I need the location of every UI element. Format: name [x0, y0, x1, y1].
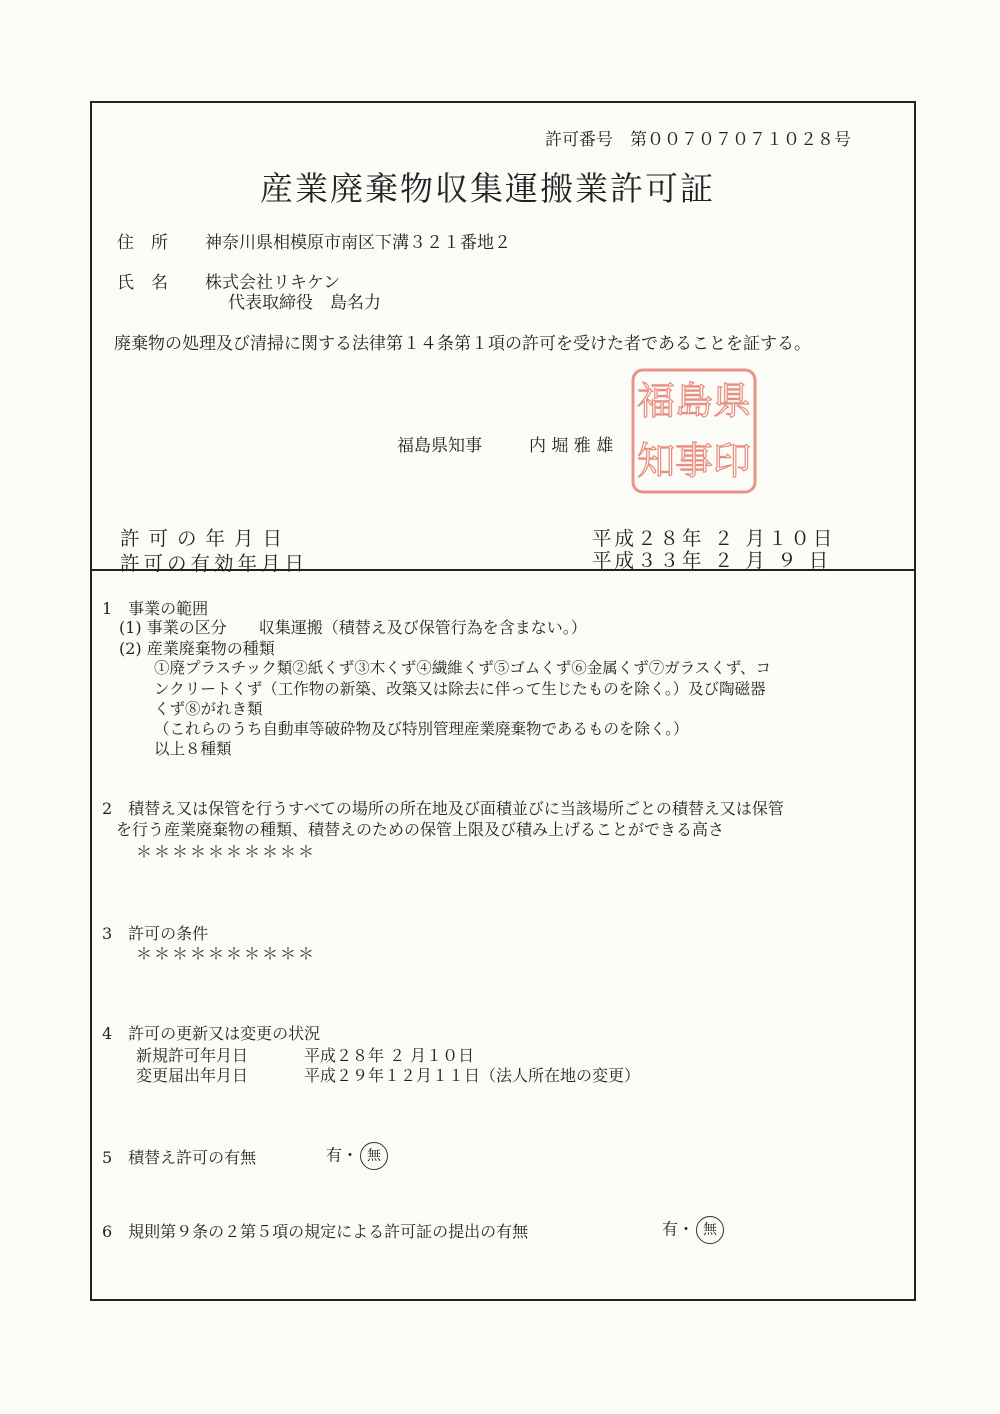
section5-yes: 有・	[326, 1145, 359, 1165]
waste-count: 以上８種類	[154, 740, 232, 758]
section1-heading: 1 事業の範囲	[102, 599, 209, 618]
seal-char: 島	[674, 379, 714, 423]
section5-no-circled: 無	[360, 1142, 388, 1170]
change-notice-value: 平成２９年１２月１１日（法人所在地の変更）	[304, 1066, 641, 1085]
section1-business-type: (1) 事業の区分 収集運搬（積替え及び保管行為を含まない。）	[119, 618, 587, 637]
new-permit-date: 平成２８年 ２ 月１０日	[304, 1046, 475, 1065]
seal-char: 事	[674, 439, 714, 483]
seal-char: 県	[712, 379, 752, 423]
section1-waste-types-label: (2) 産業廃棄物の種類	[119, 639, 275, 658]
waste-list-line: ①廃プラスチック類②紙くず③木くず④繊維くず⑤ゴムくず⑥金属くず⑦ガラスくず、コ	[154, 659, 772, 677]
section2-text: を行う産業廃棄物の種類、積替えのための保管上限及び積み上げることができる高さ	[116, 820, 725, 839]
issuer-name: 内 堀 雅 雄	[529, 436, 614, 456]
seal-char: 印	[712, 439, 752, 483]
permit-date: 平成２８年 ２ 月１０日	[592, 527, 836, 550]
issuer-title: 福島県知事	[397, 436, 482, 456]
valid-until-label: 許可の有効年月日	[120, 552, 309, 575]
section5-answer	[326, 1142, 388, 1170]
section-divider	[92, 569, 914, 571]
name-label: 氏 名	[117, 273, 168, 293]
permit-date-label: 許可の年月日	[120, 527, 292, 550]
permit-number: 許可番号 第００７０７０７１０２８号	[545, 130, 851, 150]
section2-text: 2 積替え又は保管を行うすべての場所の所在地及び面積並びに当該場所ごとの積替え又は保管	[102, 799, 784, 818]
section5-label: 5 積替え許可の有無	[102, 1148, 257, 1167]
section4-heading: 4 許可の更新又は変更の状況	[102, 1024, 321, 1043]
section3-value: ＊＊＊＊＊＊＊＊＊＊	[136, 944, 317, 963]
certificate-frame	[90, 101, 916, 1301]
address-label: 住 所	[117, 233, 168, 253]
document-title: 産業廃棄物収集運搬業許可証	[260, 169, 715, 208]
seal-char: 福	[636, 379, 676, 423]
seal-char: 知	[636, 439, 676, 483]
section2-value: ＊＊＊＊＊＊＊＊＊＊	[136, 842, 317, 861]
section6-answer	[662, 1216, 724, 1244]
change-notice-label: 変更届出年月日	[136, 1066, 249, 1085]
address-value: 神奈川県相模原市南区下溝３２１番地２	[205, 233, 511, 253]
prefectural-seal	[629, 366, 759, 496]
certification-statement: 廃棄物の処理及び清掃に関する法律第１４条第１項の許可を受けた者であることを証する。	[114, 334, 811, 354]
waste-exclusion-note: （これらのうち自動車等破砕物及び特別管理産業廃棄物であるものを除く。）	[154, 720, 689, 738]
section6-label: 6 規則第９条の２第５項の規定による許可証の提出の有無	[102, 1222, 529, 1241]
representative-name: 代表取締役 島名力	[228, 293, 381, 313]
company-name: 株式会社リキケン	[205, 273, 341, 293]
valid-until-date: 平成３３年 ２ 月 ９ 日	[592, 549, 832, 572]
section3-heading: 3 許可の条件	[102, 924, 209, 943]
waste-list-line: くず⑧がれき類	[154, 700, 263, 718]
new-permit-label: 新規許可年月日	[136, 1046, 249, 1065]
section6-yes: 有・	[662, 1219, 695, 1239]
section6-no-circled: 無	[696, 1216, 724, 1244]
waste-list-line: ンクリートくず（工作物の新築、改築又は除去に伴って生じたものを除く。）及び陶磁器	[154, 680, 766, 698]
